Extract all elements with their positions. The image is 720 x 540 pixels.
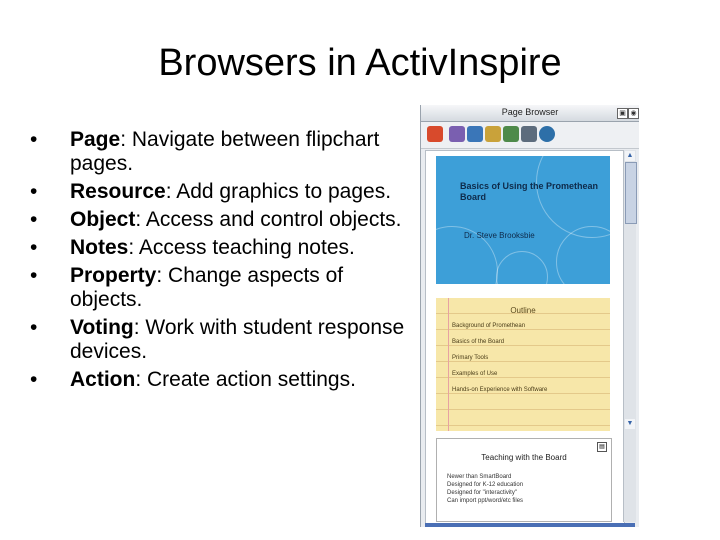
scroll-down-icon[interactable]: ▼ xyxy=(626,420,634,427)
page-menu-icon[interactable]: ▤ xyxy=(597,442,607,452)
bullet-voting xyxy=(30,316,415,364)
bullet-text: : Navigate between flipchart pages. xyxy=(70,128,380,175)
dock-icon[interactable]: ▣ xyxy=(617,108,628,119)
page-3-title: Teaching with the Board xyxy=(481,453,567,462)
bullet-object xyxy=(30,208,415,232)
page-thumbnail-3[interactable] xyxy=(436,438,612,522)
bullet-term: Action xyxy=(70,368,136,391)
bullet-resource xyxy=(30,180,415,204)
bullet-term: Object xyxy=(70,208,136,231)
page-thumbnail-1[interactable] xyxy=(436,156,610,284)
page-browser-icon[interactable] xyxy=(427,126,443,142)
property-browser-icon[interactable] xyxy=(503,126,519,142)
pin-icon[interactable]: ◉ xyxy=(628,108,639,119)
decor-circle xyxy=(496,251,548,284)
bullet-term: Notes xyxy=(70,236,129,259)
browser-toolbar xyxy=(421,122,639,149)
bullet-text: : Add graphics to pages. xyxy=(165,180,392,203)
scroll-up-icon[interactable]: ▲ xyxy=(626,152,634,159)
bullet-term: Page xyxy=(70,128,121,151)
bullet-action xyxy=(30,368,415,392)
page-3-line: Designed for K-12 education xyxy=(447,482,524,488)
page-1-author: Dr. Steve Brooksbie xyxy=(464,231,535,240)
page-2-heading: Outline xyxy=(510,306,536,315)
bullet-text: : Work with student response devices. xyxy=(70,316,405,363)
scrollbar-thumb[interactable] xyxy=(625,162,637,224)
bullet-page xyxy=(30,128,415,176)
outline-row: Basics of the Board xyxy=(452,339,505,345)
page-browser-titlebar[interactable] xyxy=(421,105,639,122)
object-browser-icon[interactable] xyxy=(467,126,483,142)
notebook-margin xyxy=(448,298,449,431)
page-browser-panel xyxy=(420,105,639,527)
decor-circle xyxy=(556,226,610,284)
bullet-property xyxy=(30,264,415,312)
vertical-scrollbar[interactable] xyxy=(623,150,636,522)
bullet-text: : Create action settings. xyxy=(135,368,356,391)
page-thumbnail-2[interactable] xyxy=(436,298,610,431)
page-3-line: Designed for "interactivity" xyxy=(447,490,517,496)
outline-row: Background of Promethean xyxy=(452,323,526,329)
action-browser-icon[interactable] xyxy=(539,126,555,142)
bullet-list xyxy=(30,128,415,396)
bullet-text: : Access and control objects. xyxy=(135,208,402,231)
bullet-term: Property xyxy=(70,264,157,287)
bullet-term: Resource xyxy=(70,180,166,203)
outline-row: Examples of Use xyxy=(452,371,498,377)
panel-bottom-bar xyxy=(425,523,635,527)
notes-browser-icon[interactable] xyxy=(485,126,501,142)
outline-row: Primary Tools xyxy=(452,355,489,361)
bullet-text: : Access teaching notes. xyxy=(128,236,355,259)
slide-title: Browsers in ActivInspire xyxy=(158,42,562,84)
voting-browser-icon[interactable] xyxy=(521,126,537,142)
resource-browser-icon[interactable] xyxy=(449,126,465,142)
bullet-notes xyxy=(30,236,415,260)
outline-row: Hands-on Experience with Software xyxy=(452,387,548,393)
page-browser-title: Page Browser xyxy=(501,107,559,117)
bullet-term: Voting xyxy=(70,316,134,339)
page-thumbnails-list xyxy=(425,150,625,524)
page-1-title: Basics of Using the Promethean Board xyxy=(460,181,599,202)
bullet-text: : Change aspects of objects. xyxy=(70,264,344,311)
page-3-line: Newer than SmartBoard xyxy=(447,474,512,480)
page-3-line: Can import ppt/word/etc files xyxy=(447,498,524,504)
